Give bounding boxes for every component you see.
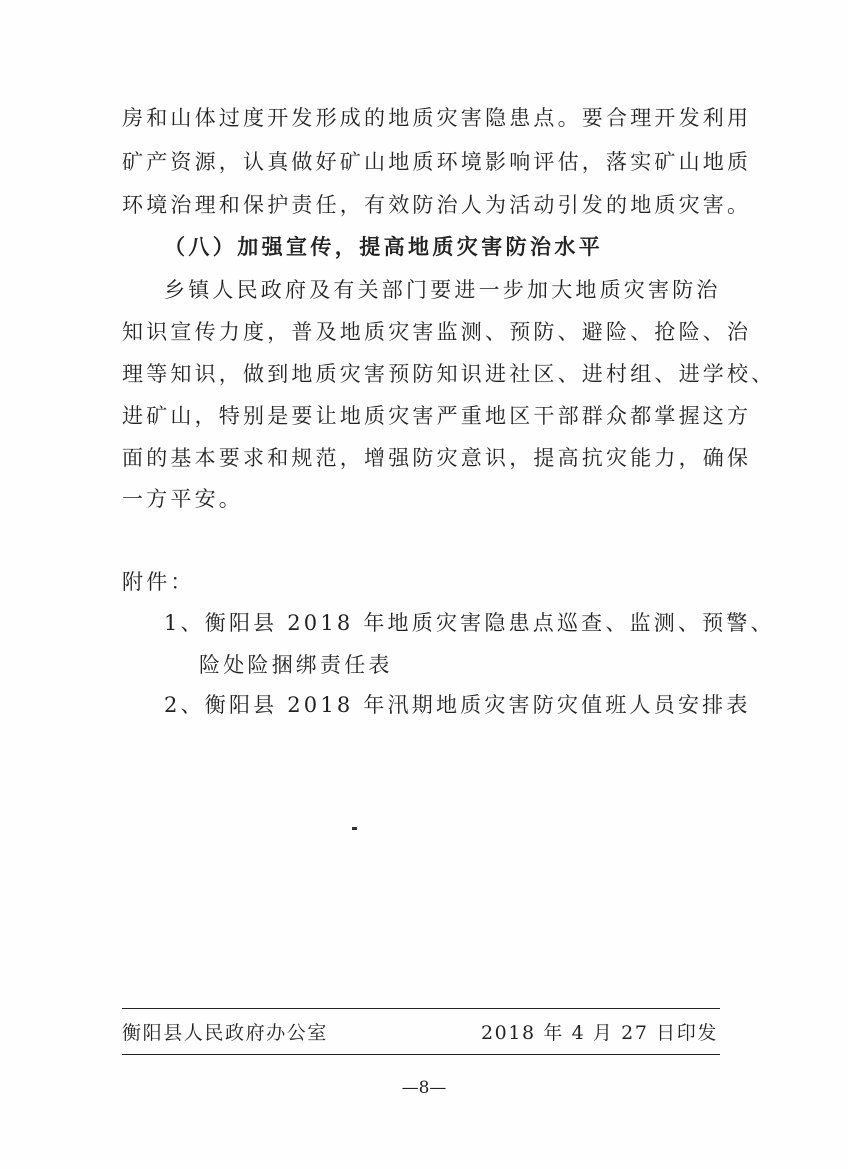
- body-text-line: 乡镇人民政府及有关部门要进一步加大地质灾害防治: [164, 278, 721, 302]
- attachment-item-1: 1、衡阳县 2018 年地质灾害隐患点巡查、监测、预警、: [164, 611, 775, 635]
- issuing-office: 衡阳县人民政府办公室: [122, 1022, 329, 1044]
- attachment-item-2: 2、衡阳县 2018 年汛期地质灾害防灾值班人员安排表: [164, 693, 751, 717]
- issue-date: 2018 年 4 月 27 日印发: [480, 1022, 718, 1044]
- body-text-line: 理等知识，做到地质灾害预防知识进社区、进村组、进学校、: [122, 362, 776, 386]
- attachments-label: 附件：: [122, 570, 195, 594]
- body-text-line: 进矿山，特别是要让地质灾害严重地区干部群众都掌握这方: [122, 404, 752, 428]
- attachment-item-1-continued: 险处险捆绑责任表: [199, 653, 393, 677]
- body-text-line: 矿产资源，认真做好矿山地质环境影响评估，落实矿山地质: [122, 150, 752, 174]
- body-text-line: 房和山体过度开发形成的地质灾害隐患点。要合理开发利用: [122, 106, 752, 130]
- body-text-line: 一方平安。: [122, 487, 243, 511]
- footer-bottom-rule: [122, 1054, 720, 1055]
- page-number: —8—: [401, 1078, 447, 1098]
- body-text-line: 知识宣传力度，普及地质灾害监测、预防、避险、抢险、治: [122, 320, 752, 344]
- body-text-line: 环境治理和保护责任，有效防治人为活动引发的地质灾害。: [122, 193, 752, 217]
- scan-speck: [352, 827, 357, 830]
- footer-top-rule: [122, 1008, 720, 1009]
- section-heading: （八）加强宣传，提高地质灾害防治水平: [164, 235, 604, 259]
- body-text-line: 面的基本要求和规范，增强防灾意识，提高抗灾能力，确保: [122, 446, 752, 470]
